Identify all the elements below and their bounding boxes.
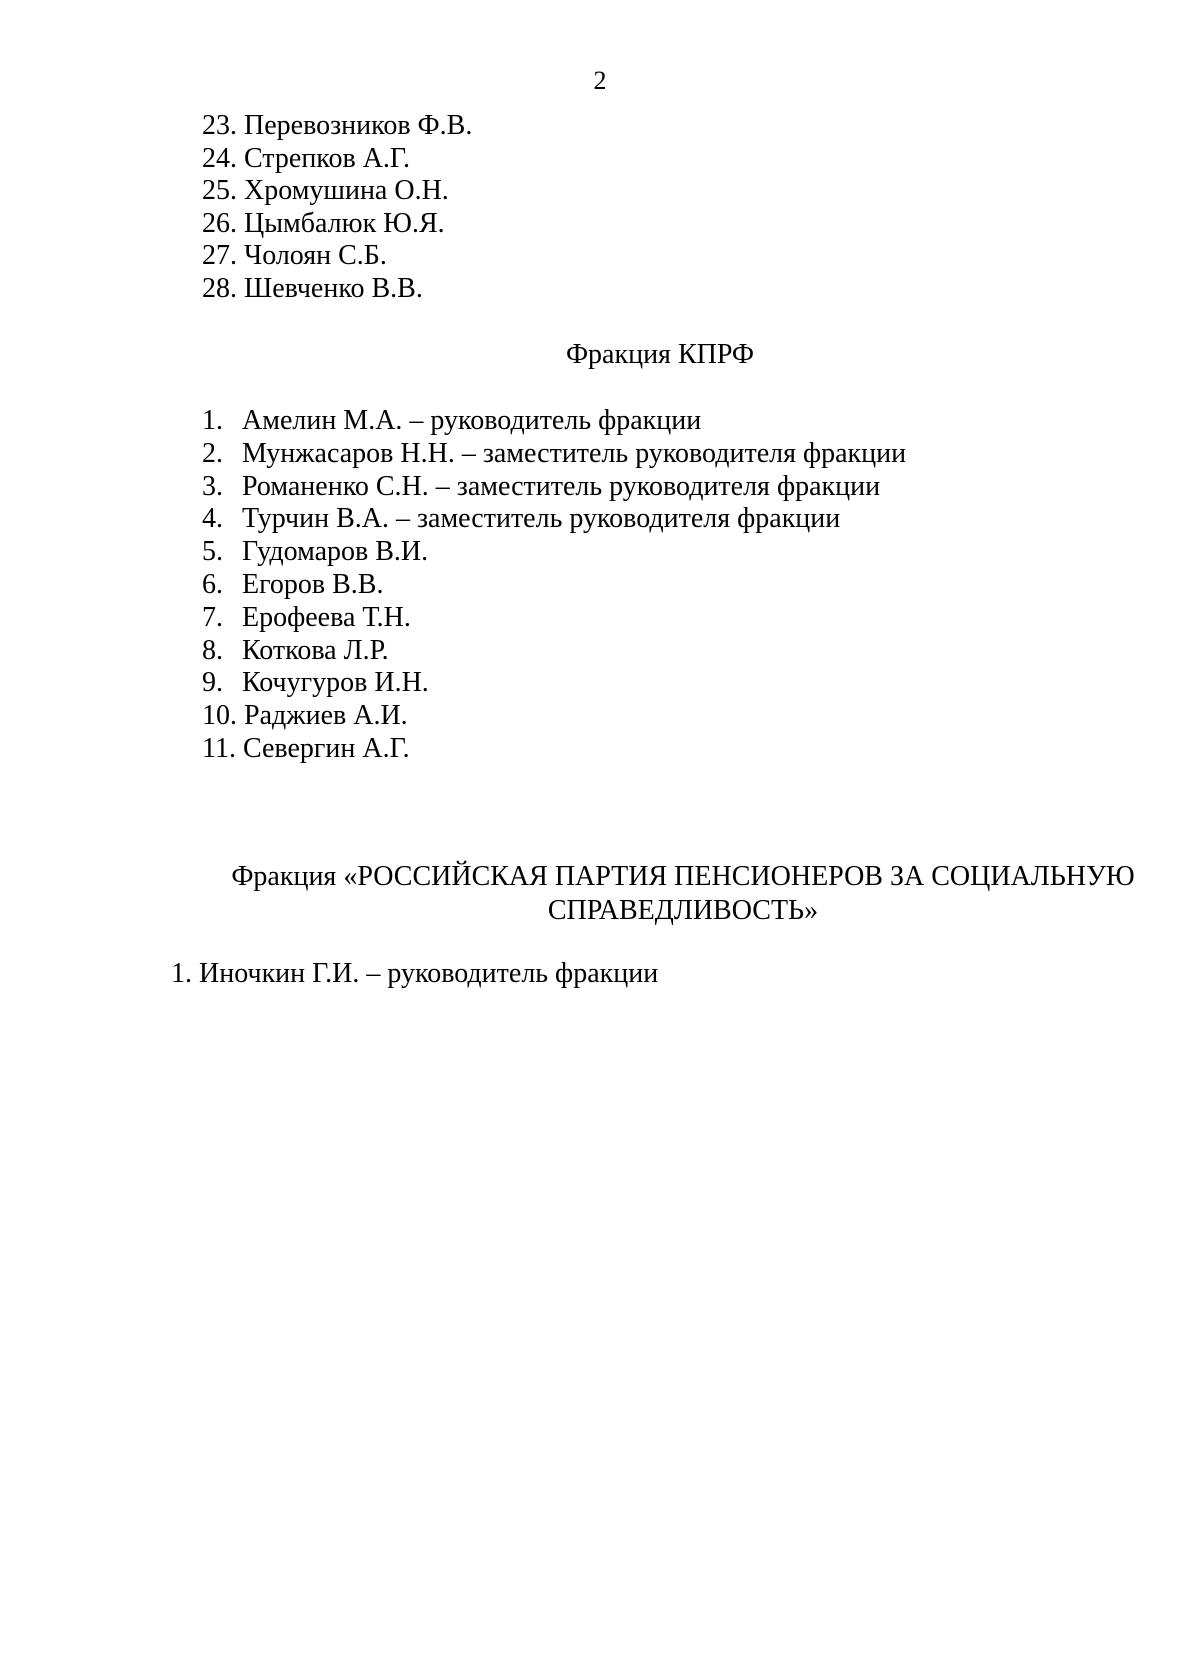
list-item [202, 143, 472, 176]
member-name: Хромушина О.Н. [244, 175, 449, 206]
member-name: Кочугуров И.Н. [242, 667, 429, 699]
member-name: Коткова Л.Р. [242, 634, 389, 666]
list-item [202, 110, 472, 143]
list-item [202, 175, 472, 208]
list-item [202, 438, 906, 471]
member-name: Севергин А.Г. [242, 732, 410, 764]
section-heading-kprf: Фракция КПРФ [565, 339, 755, 370]
section-heading-line: СПРАВЕДЛИВОСТЬ» [547, 895, 819, 926]
page-number: 2 [593, 66, 607, 95]
list-item [202, 635, 906, 668]
member-name: Амелин М.А. – руководитель фракции [242, 405, 702, 436]
member-name: Шевченко В.В. [244, 272, 423, 304]
list-item [202, 503, 906, 536]
member-name: Перевозников Ф.В. [244, 110, 473, 141]
list-item [202, 471, 906, 504]
member-name: Гудомаров В.И. [242, 536, 429, 568]
member-name: Романенко С.Н. – заместитель руководителя фракции [242, 470, 881, 502]
item-number: 4. [202, 503, 223, 535]
list-item [202, 733, 906, 766]
item-number: 5. [202, 536, 223, 568]
member-list-continued [202, 110, 472, 305]
member-name: Иночкин Г.И. – руководитель фракции [199, 958, 659, 989]
section-heading-rpp [0, 860, 1200, 928]
member-name: Егоров В.В. [242, 568, 384, 600]
item-number: 7. [202, 601, 223, 633]
item-number: 24. [202, 142, 237, 174]
member-list-kprf [202, 405, 906, 766]
member-list-rpp [171, 957, 658, 991]
item-number: 23. [202, 110, 237, 141]
list-item [202, 569, 906, 602]
list-item [202, 273, 472, 306]
list-item [202, 208, 472, 241]
item-number: 28. [202, 272, 237, 304]
member-name: Мунжасаров Н.Н. – заместитель руководителя фракции [242, 437, 907, 469]
item-number: 26. [202, 207, 237, 239]
item-number: 11. [202, 732, 236, 764]
item-number: 27. [202, 240, 237, 271]
list-item [202, 240, 472, 273]
item-number: 25. [202, 175, 237, 206]
section-heading-line: Фракция «РОССИЙСКАЯ ПАРТИЯ ПЕНСИОНЕРОВ ЗА СОЦИАЛЬНУЮ [231, 861, 1135, 892]
item-number: 3. [202, 470, 223, 502]
item-number: 1. [202, 405, 223, 436]
member-name: Раджиев А.И. [244, 700, 408, 732]
member-name: Чолоян С.Б. [244, 240, 387, 271]
list-item [202, 700, 906, 733]
member-name: Цымбалюк Ю.Я. [244, 207, 445, 239]
item-number: 2. [202, 437, 223, 469]
list-item [202, 667, 906, 700]
item-number: 6. [202, 568, 223, 600]
list-item [171, 957, 658, 991]
member-name: Стрепков А.Г. [244, 142, 410, 174]
item-number: 9. [202, 667, 223, 699]
member-name: Турчин В.А. – заместитель руководителя фракции [242, 503, 841, 535]
item-number: 10. [202, 700, 237, 732]
member-name: Ерофеева Т.Н. [242, 601, 411, 633]
item-number: 1. [171, 958, 192, 989]
item-number: 8. [202, 634, 223, 666]
list-item [202, 536, 906, 569]
list-item [202, 405, 906, 438]
list-item [202, 602, 906, 635]
